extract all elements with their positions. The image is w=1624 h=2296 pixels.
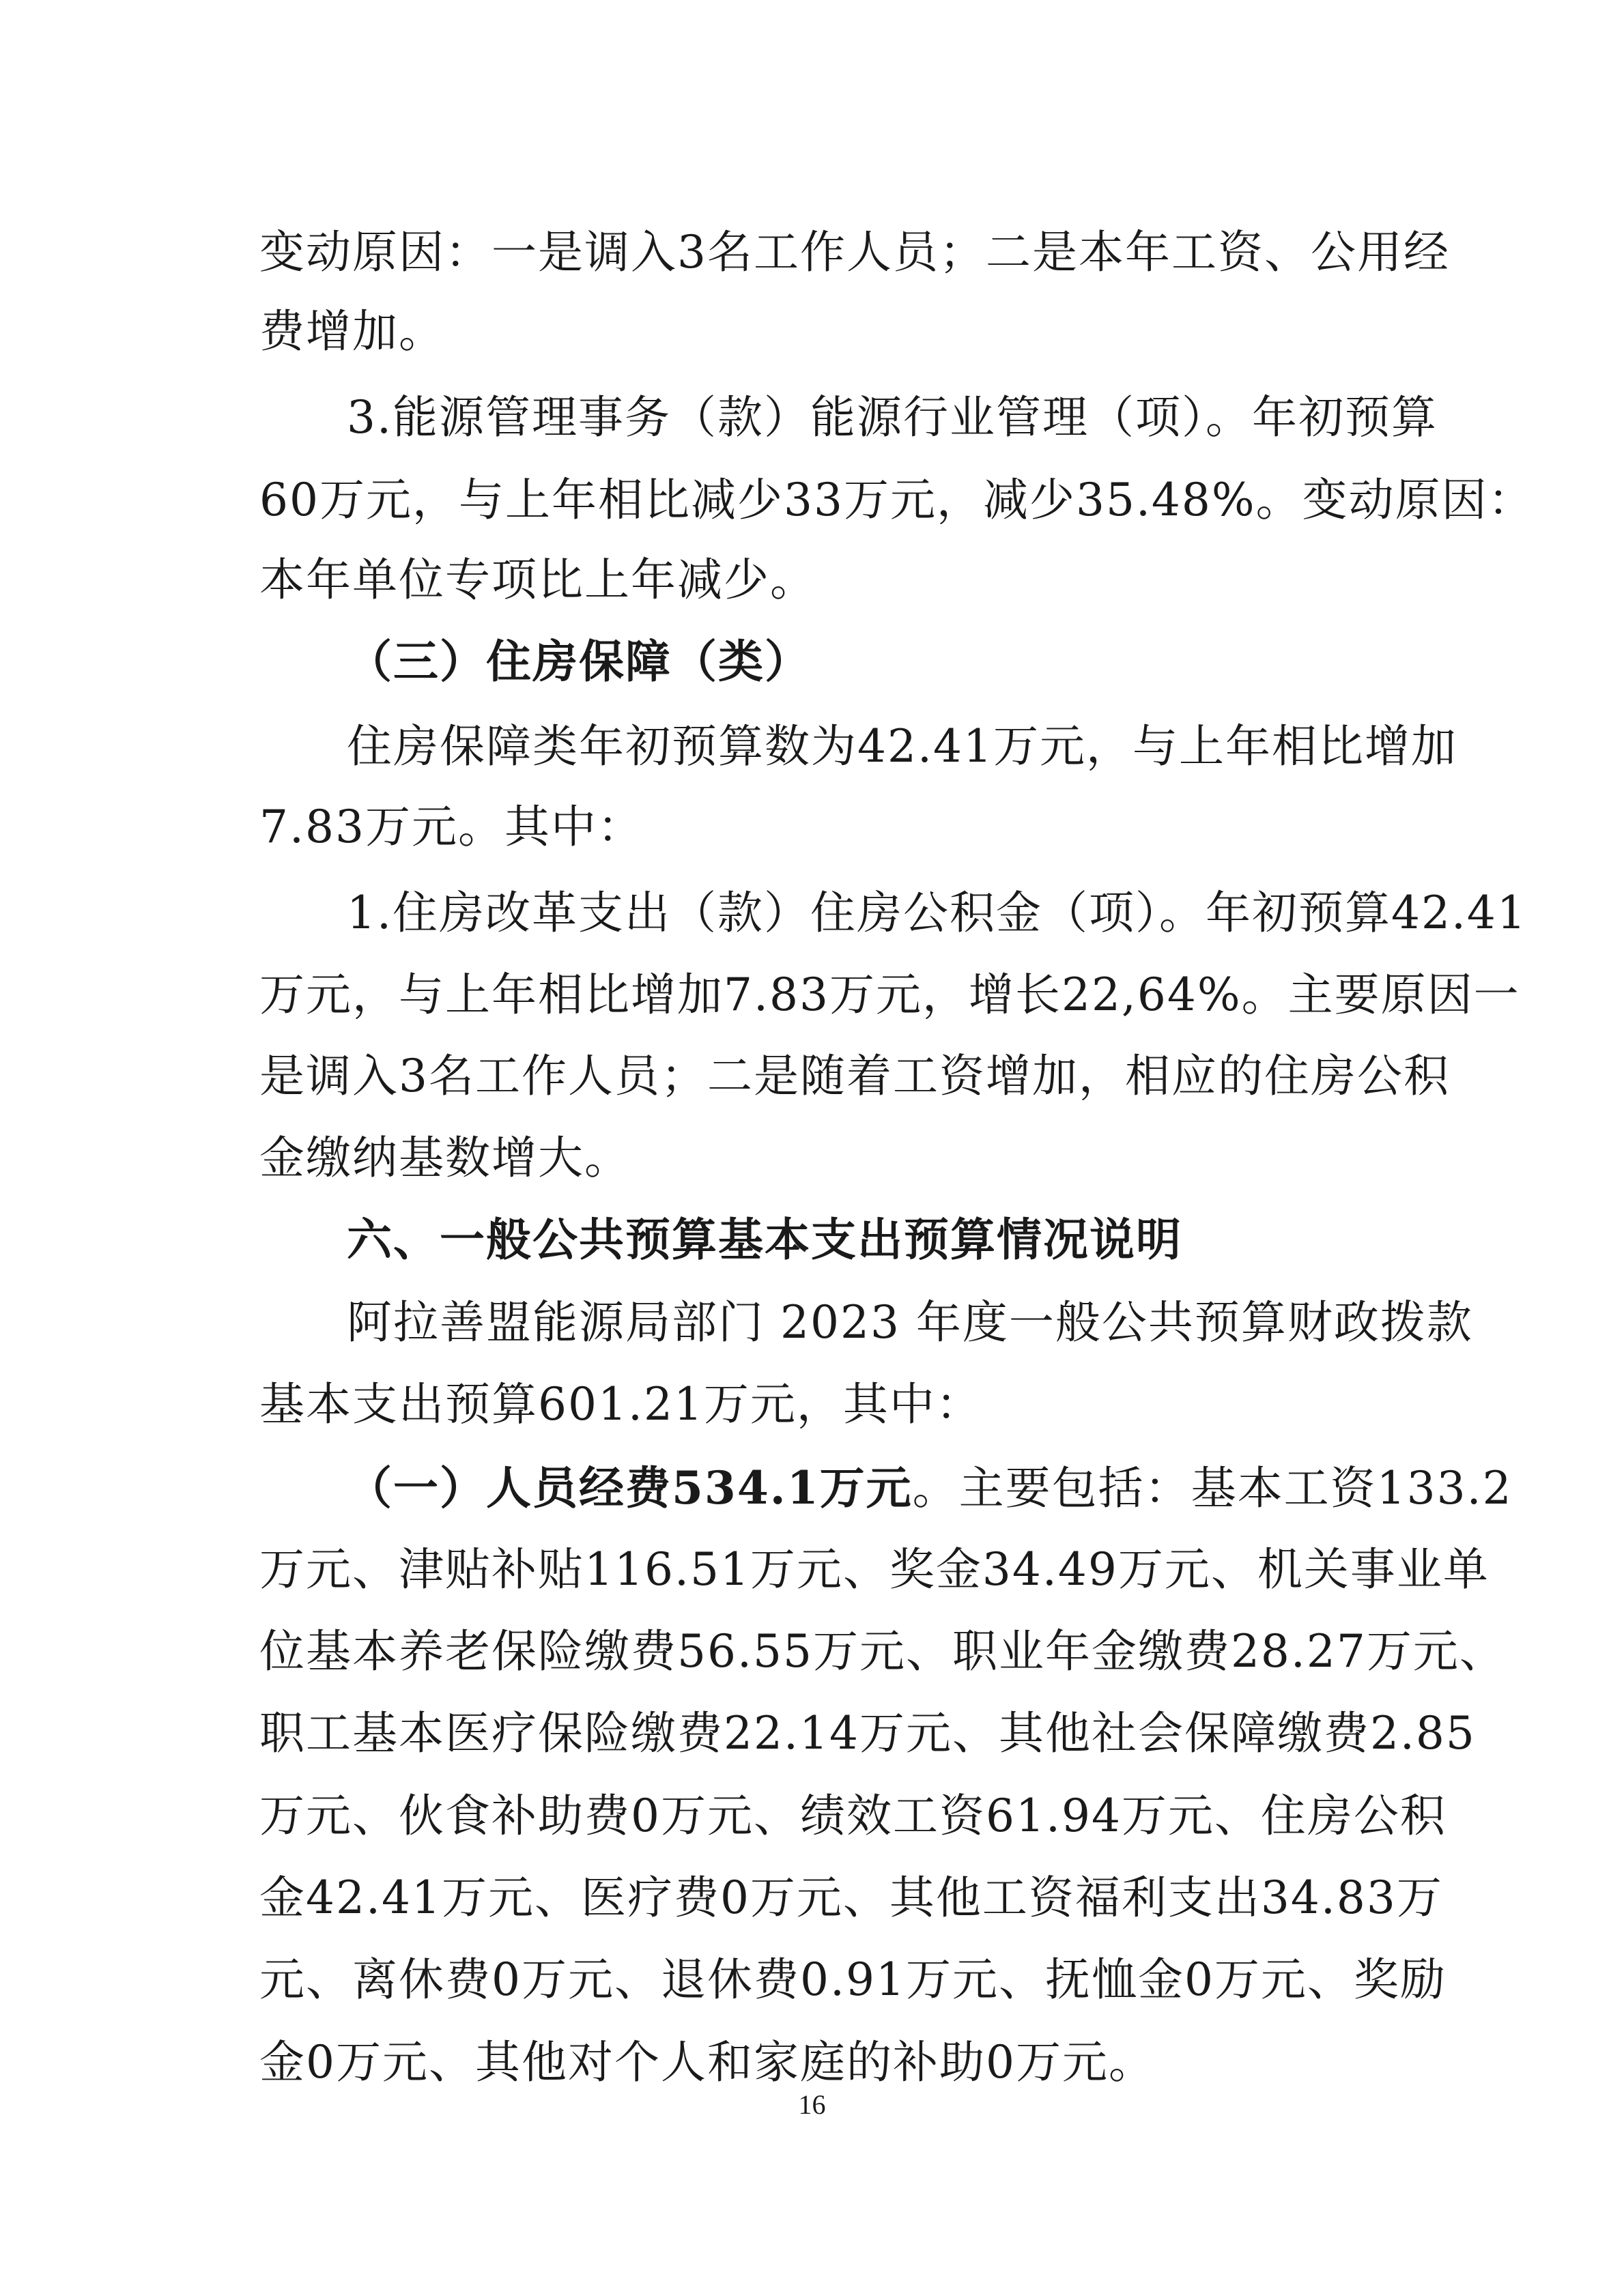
paragraph-line: 3.能源管理事务（款）能源行业管理（项）。年初预算 — [347, 391, 1438, 444]
chapter-heading: 六、一般公共预算基本支出预算情况说明 — [347, 1214, 1182, 1266]
paragraph-line: 住房保障类年初预算数为42.41万元，与上年相比增加 — [347, 720, 1457, 773]
section-heading: （三）住房保障（类） — [347, 635, 811, 688]
paragraph-line: 是调入3名工作人员；二是随着工资增加，相应的住房公积 — [259, 1050, 1450, 1102]
paragraph-line: 职工基本医疗保险缴费22.14万元、其他社会保障缴费2.85 — [259, 1707, 1476, 1760]
paragraph-line: 金42.41万元、医疗费0万元、其他工资福利支出34.83万 — [259, 1871, 1443, 1924]
subsection-heading: （一）人员经费534.1万元 — [347, 1461, 913, 1515]
paragraph-line: 60万元，与上年相比减少33万元，减少35.48%。变动原因： — [259, 474, 1535, 526]
paragraph-line: 万元，与上年相比增加7.83万元，增长22,64%。主要原因一 — [259, 968, 1520, 1021]
page-number: 16 — [798, 2089, 826, 2120]
paragraph-line: 阿拉善盟能源局部门 2023 年度一般公共预算财政拨款 — [347, 1296, 1473, 1349]
paragraph-text: 。主要包括：基本工资133.2 — [912, 1462, 1513, 1515]
paragraph-line: 万元、津贴补贴116.51万元、奖金34.49万元、机关事业单 — [259, 1543, 1490, 1596]
paragraph-line: 金0万元、其他对个人和家庭的补助0万元。 — [259, 2036, 1155, 2089]
paragraph-line: 金缴纳基数增大。 — [259, 1132, 631, 1184]
paragraph-line: 万元、伙食补助费0万元、绩效工资61.94万元、住房公积 — [259, 1790, 1447, 1842]
paragraph-line: 基本支出预算601.21万元，其中： — [259, 1378, 982, 1431]
paragraph-line — [347, 1461, 1513, 1516]
paragraph-line: 元、离休费0万元、退休费0.91万元、抚恤金0万元、奖励 — [259, 1953, 1447, 2006]
paragraph-line: 位基本养老保险缴费56.55万元、职业年金缴费28.27万元、 — [259, 1625, 1506, 1678]
paragraph-line: 7.83万元。其中： — [259, 801, 644, 853]
paragraph-line: 变动原因：一是调入3名工作人员；二是本年工资、公用经 — [259, 226, 1450, 278]
paragraph-line: 1.住房改革支出（款）住房公积金（项）。年初预算42.41 — [347, 887, 1527, 939]
paragraph-line: 费增加。 — [259, 305, 445, 358]
paragraph-line: 本年单位专项比上年减少。 — [259, 554, 816, 606]
